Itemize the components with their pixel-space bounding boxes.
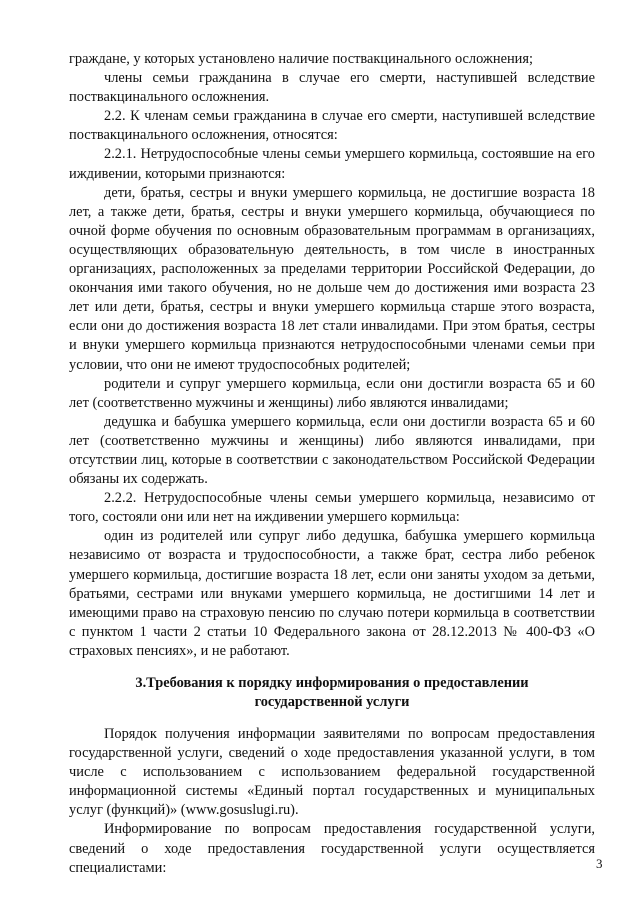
paragraph-children-siblings: дети, братья, сестры и внуки умершего кормильца, не достигшие возраста 18 лет, а также дети, братья, сестры и внуки умершего кормильца, обучающиеся по очной форме обучения по основным образовательным программам в организациях, осуществляющих образовательную деятельность, в том числе в иностранных организациях, расположенных за пределами территории Российской Федерации, до окончания ими такого обучения, но не дольше чем до достижения ими возраста 23 лет или дети, братья, сестры и внуки умершего кормильца старше этого возраста, если они до достижения возраста 18 лет стали инвалидами. При этом братья, сестры и внуки умершего кормильца признаются нетрудоспособными членами семьи при условии, что они не имеют трудоспособных родителей; xyxy=(69,184,595,373)
paragraph-informing-specialists: Информирование по вопросам предоставления государственной услуги, сведений о ходе предоставления государственной услуги осуществляется специалистами: xyxy=(69,821,595,876)
paragraph-clause-2-2: 2.2. К членам семьи гражданина в случае его смерти, наступившей вследствие поствакцинального осложнения, относятся: xyxy=(69,108,595,144)
section-heading-line-2: государственной услуги xyxy=(254,694,410,710)
section-heading-line-1: 3.Требования к порядку информирования о предоставлении xyxy=(135,675,529,691)
paragraph-clause-2-2-1: 2.2.1. Нетрудоспособные члены семьи умершего кормильца, состоявшие на его иждивении, которыми признаются: xyxy=(69,146,595,182)
paragraph-family-members: члены семьи гражданина в случае его смерти, наступившей вследствие поствакцинального осложнения. xyxy=(69,70,595,106)
paragraph-caregiver: один из родителей или супруг либо дедушка, бабушка умершего кормильца независимо от возраста и трудоспособности, а также брат, сестра либо ребенок умершего кормильца, достигшие возраста 18 лет, если они заняты уходом за детьми, братьями, сестрами или внуками умершего кормильца, не достигшими 14 лет и имеющими право на страховую пенсию по случаю потери кормильца в соответствии с пунктом 1 части 2 статьи 10 Федерального закона от 28.12.2013 № 400-ФЗ «О страховых пенсиях», и не работают. xyxy=(69,528,595,659)
paragraph-citizens-complication: граждане, у которых установлено наличие поствакцинального осложнения; xyxy=(69,51,533,67)
paragraph-clause-2-2-2: 2.2.2. Нетрудоспособные члены семьи умершего кормильца, независимо от того, состояли они или нет на иждивении умершего кормильца: xyxy=(69,490,595,526)
paragraph-information-procedure: Порядок получения информации заявителями по вопросам предоставления государственной услуги, сведений о ходе предоставления указанной услуги, в том числе с использованием с использованием федеральной государственной информационной системы «Единый портал государственных и муниципальных услуг (функций)» (www.gosuslugi.ru). xyxy=(69,726,595,819)
section-heading xyxy=(69,674,595,712)
paragraph-grandparents: дедушка и бабушка умершего кормильца, если они достигли возраста 65 и 60 лет (соответственно мужчины и женщины) либо являются инвалидами, при отсутствии лиц, которые в соответствии с законодательством Российской Федерации обязаны их содержать. xyxy=(69,413,595,488)
paragraph-parents-spouse: родители и супруг умершего кормильца, если они достигли возраста 65 и 60 лет (соответственно мужчины и женщины) либо являются инвалидами; xyxy=(69,375,595,411)
page-number: 3 xyxy=(596,856,603,871)
document-body xyxy=(69,50,595,878)
